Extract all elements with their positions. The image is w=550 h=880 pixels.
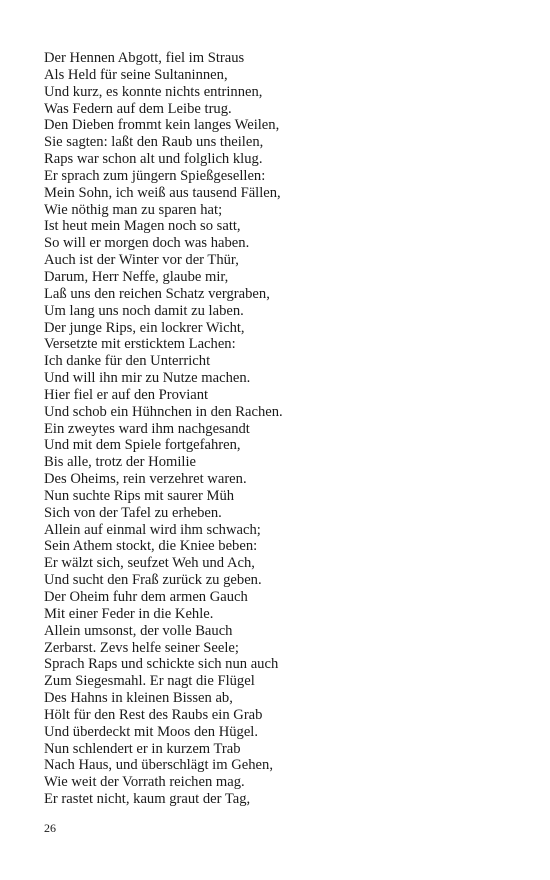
poem-line: Ich danke für den Unterricht <box>44 353 211 370</box>
poem-line: Der Hennen Abgott, fiel im Straus <box>44 50 245 66</box>
poem-line: Zum Siegesmahl. Er nagt die Flügel <box>44 673 255 690</box>
poem-line: Wie nöthig man zu sparen hat; <box>44 201 223 218</box>
poem-line: Mit einer Feder in die Kehle. <box>44 605 214 622</box>
poem-line: Zerbarst. Zevs helfe seiner Seele; <box>44 639 239 656</box>
poem-line: Und schob ein Hühnchen in den Rachen. <box>44 403 283 420</box>
poem-line: Nun schlendert er in kurzem Trab <box>44 740 241 757</box>
poem-text <box>44 50 524 808</box>
poem-line: Ein zweytes ward ihm nachgesandt <box>44 420 250 437</box>
poem-line: Auch ist der Winter vor der Thür, <box>44 252 239 269</box>
poem-line: Sprach Raps und schickte sich nun auch <box>44 656 279 673</box>
poem-line: Des Hahns in kleinen Bissen ab, <box>44 690 233 707</box>
poem-line: Und kurz, es konnte nichts entrinnen, <box>44 83 263 100</box>
poem-line: Hier fiel er auf den Proviant <box>44 386 209 403</box>
poem-line: Laß uns den reichen Schatz vergraben, <box>44 285 270 302</box>
poem-line: Den Dieben frommt kein langes Weilen, <box>44 117 280 134</box>
poem-line: Ist heut mein Magen noch so satt, <box>44 218 241 235</box>
poem-line: Sein Athem stockt, die Kniee beben: <box>44 538 258 555</box>
poem-line: Und will ihn mir zu Nutze machen. <box>44 370 251 387</box>
poem-line: Und mit dem Spiele fortgefahren, <box>44 437 241 454</box>
page-number: 26 <box>44 821 56 835</box>
poem-line: So will er morgen doch was haben. <box>44 235 250 252</box>
poem-line: Er wälzt sich, seufzet Weh und Ach, <box>44 555 255 572</box>
poem-line: Nach Haus, und überschlägt im Gehen, <box>44 757 273 774</box>
poem-line: Er sprach zum jüngern Spießgesellen: <box>44 167 266 184</box>
poem-line: Versetzte mit ersticktem Lachen: <box>44 336 236 353</box>
poem-line: Sie sagten: laßt den Raub uns theilen, <box>44 134 264 151</box>
poem-line: Hölt für den Rest des Raubs ein Grab <box>44 706 263 723</box>
poem-line: Was Federn auf dem Leibe trug. <box>44 100 232 117</box>
poem-line: Des Oheims, rein verzehret waren. <box>44 471 247 488</box>
poem-line: Der junge Rips, ein lockrer Wicht, <box>44 319 245 336</box>
poem-line: Sich von der Tafel zu erheben. <box>44 504 222 521</box>
poem-line: Allein umsonst, der volle Bauch <box>44 622 233 639</box>
poem-line: Allein auf einmal wird ihm schwach; <box>44 521 261 538</box>
poem-line: Er rastet nicht, kaum graut der Tag, <box>44 791 251 808</box>
poem-line: Mein Sohn, ich weiß aus tausend Fällen, <box>44 184 281 201</box>
poem-line: Um lang uns noch damit zu laben. <box>44 302 244 319</box>
poem-line: Und sucht den Fraß zurück zu geben. <box>44 572 262 589</box>
poem-line: Bis alle, trotz der Homilie <box>44 454 196 471</box>
poem-line: Darum, Herr Neffe, glaube mir, <box>44 268 229 285</box>
poem-line: Nun suchte Rips mit saurer Müh <box>44 487 235 504</box>
poem-line: Der Oheim fuhr dem armen Gauch <box>44 589 248 605</box>
poem-line: Und überdeckt mit Moos den Hügel. <box>44 723 259 740</box>
poem-line: Wie weit der Vorrath reichen mag. <box>44 774 245 791</box>
poem-line: Raps war schon alt und folglich klug. <box>44 151 263 168</box>
poem-line: Als Held für seine Sultaninnen, <box>44 66 228 83</box>
